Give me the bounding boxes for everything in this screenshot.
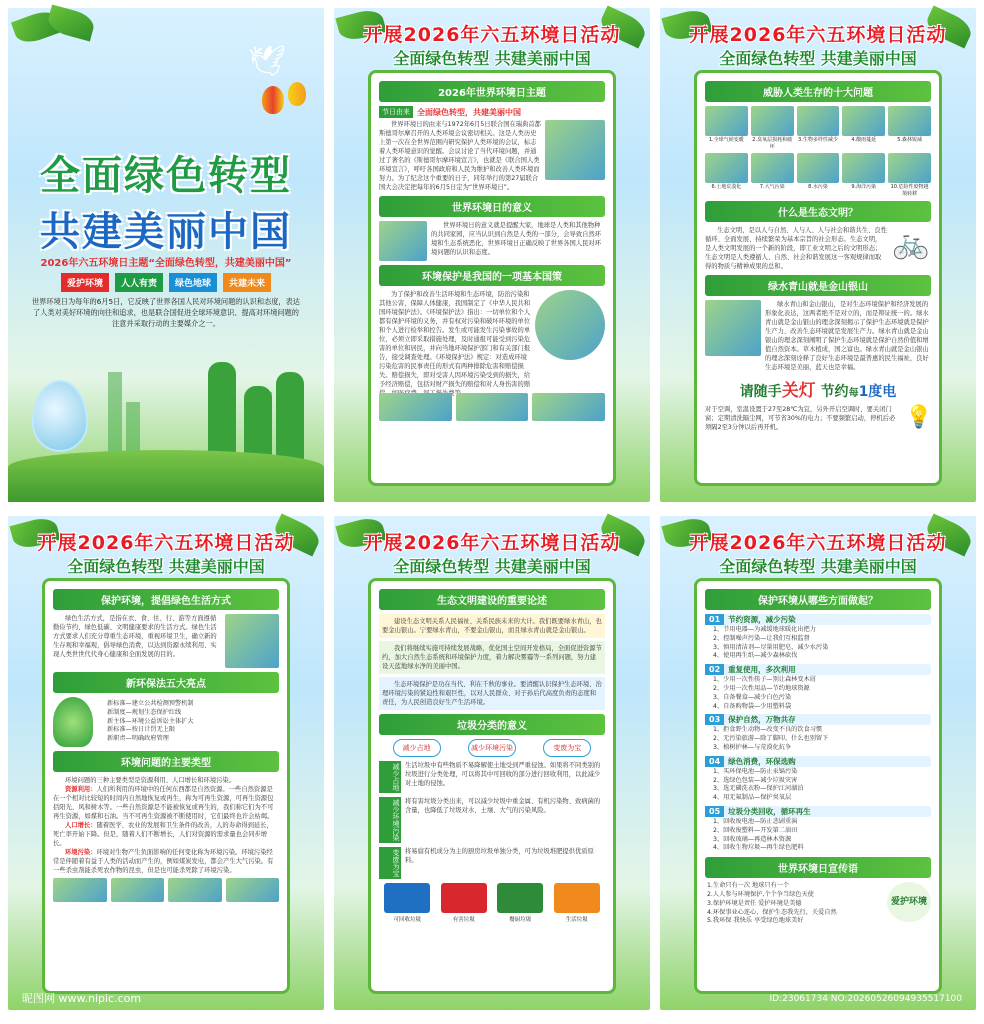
poster-header-title: 开展2026年六五环境日活动: [689, 532, 947, 554]
tag-row: [30, 273, 302, 292]
resource-label: 资源利用：: [65, 786, 97, 793]
discourse-para: 建设生态文明关系人民福祉、关系民族未来的大计。我们既要绿水青山，也要金山银山。宁要绿水青山，不要金山银山，而且绿水青山就是金山银山。: [379, 614, 605, 638]
action-item: 3、选无磷洗衣粉—保护江河湖泊: [713, 785, 804, 793]
poster-actions: [660, 516, 976, 1010]
reason-tab: 减少占地: [379, 761, 401, 793]
city-image: [532, 393, 605, 421]
action-group-header: [705, 806, 931, 817]
action-list: [705, 818, 931, 853]
origin-text: 世界环境日的由来与1972年6月5日联合国在瑞典首都斯德哥尔摩召开的人类环境会议密切相关。这是人类历史上第一次在全世界范围内研究保护人类环境的会议，标志着人类环境意识的觉醒。会议讨论了当代环境问题，并通过了著名的《斯德哥尔摩环境宣言》，也就是《联合国人类环境宣言》，呼吁各国政府和人民为维护和改善人类环境而努力。为了纪念这个重要的日子，同年举行的第27届联合国大会决定把每年的6月5日定为“世界环境日”。: [379, 121, 541, 191]
protect-environment-badge: 爱护环境: [887, 882, 931, 922]
action-item: 3、慎用清洁剂—尽量用肥皂，减少水污染: [713, 643, 829, 651]
cover-intro: 世界环境日为每年的6月5日，它反映了世界各国人民对环境问题的认识和态度，表达了人类对美好环境的向往和追求，也是联合国促进全球环境意识、提高对环境问题的注意并采取行动的主要媒介之一。: [32, 297, 300, 328]
pollution-paragraph: [53, 848, 279, 875]
action-item: 2、选绿色包装—减少垃圾灾害: [713, 776, 798, 784]
lightbulb-icon: 💡: [905, 405, 933, 430]
slogan-part: 请随手: [739, 384, 782, 400]
action-item: 2、控制噪声污染—让我们互相监督: [713, 634, 810, 642]
problems-grid: [705, 106, 931, 197]
group-number: 05: [705, 806, 724, 817]
problem-image: [797, 153, 840, 183]
reason-tab: 减少环境污染: [379, 797, 401, 843]
green-text: 绿水青山和金山银山，是对生态环境保护和经济发展的形象化表达，这两者绝不是对立的，而是辩证统一的。绿水青山就是金山银山的理念深刻揭示了保护生态环境就是保护生产力、改善生态环境就是发展生产力。绿水青山就是金山银山的理念深刻阐明了保护生态环境就是保护自然价值和增值自然资本。草木植成，国之富也。绿水青山就是金山银山的理念深刻诠释了良好生态环境是最普惠的民生福祉，良好生态环境是美丽，蓝天也是幸福。: [765, 301, 929, 371]
problem-label: 6.土地荒漠化: [711, 184, 742, 190]
cover-title-line2: 共建美丽中国: [40, 209, 292, 255]
action-item: 4、自备购物袋—少用塑料袋: [713, 702, 792, 710]
watermark-site: 昵图网 www.nipic.com: [22, 992, 142, 1005]
slogan-part: 1度电: [858, 384, 897, 400]
action-group-header: [705, 664, 931, 675]
volunteers-image: [535, 290, 605, 360]
group-number: 04: [705, 756, 724, 767]
water-drop-icon: [32, 380, 88, 452]
tag: 共建未来: [223, 273, 271, 292]
green-bulb-icon: [53, 697, 93, 747]
section-title: 世界环境日的意义: [379, 196, 605, 217]
cover-theme: 2026年六五环境日主题“全面绿色转型，共建美丽中国”: [40, 258, 292, 269]
action-item: 3、植树护林—与荒漠化抗争: [713, 743, 792, 751]
content-card: [42, 578, 290, 994]
scene-image: [226, 878, 280, 902]
poster-header-subtitle: 全面绿色转型 共建美丽中国: [67, 557, 265, 576]
content-card: [368, 578, 616, 994]
slogan-part: 每: [848, 388, 859, 399]
population-text: 随着医学、农业的发展和卫生条件的改善，人的寿命得到延长，死亡率开始下降。但是，随着人们不断增长，人们对资源的需求量也会同步增长。: [53, 822, 273, 847]
section-title: 保护环境，提倡绿色生活方式: [53, 589, 279, 610]
hazard-icon: [441, 883, 487, 913]
meaning-text: 世界环境日的意义就是提醒大家，地球是人类和其他物种的共同家园，应当认识到自然是人类的一部分，会导致自然环境和生态系统恶化，世界环境日正确反映了世界各国人民对环境问题的认识和态度。: [431, 222, 602, 256]
bin-label: 生活垃圾: [565, 917, 588, 923]
bin-recyclable: [384, 883, 430, 923]
power-saving-slogan: [705, 376, 931, 401]
problem-label: 8.水污染: [808, 184, 828, 190]
highlights-list: [99, 700, 194, 744]
group-title: 垃圾分类回收，循环再生: [728, 806, 811, 816]
origin-tag: 节日由来: [379, 106, 413, 118]
section-title: 生态文明建设的重要论述: [379, 589, 605, 610]
scene-image: [111, 878, 165, 902]
problem-image: [842, 106, 885, 136]
group-title: 节约资源，减少污染: [728, 615, 796, 624]
poster-header-title: 开展2026年六五环境日活动: [37, 532, 295, 554]
action-item: 2、少用一次性用品—节约地球资源: [713, 684, 810, 692]
action-item: 1、少用一次性筷子—别让森林变木屑: [713, 676, 816, 684]
watermark-left: [8, 988, 324, 1010]
problem-image: [751, 106, 794, 136]
action-group-header: [705, 614, 931, 625]
tag: 绿色地球: [169, 273, 217, 292]
tag: 爱护环境: [61, 273, 109, 292]
content-card: [694, 578, 942, 994]
bicycle-icon: 🚲: [892, 226, 930, 261]
poster-header-title: 开展2026年六五环境日活动: [689, 24, 947, 46]
highlight-item: 新主体—环境公益诉讼主体扩大: [107, 717, 194, 725]
bin-kitchen: [497, 883, 543, 923]
action-item: 3、自备餐盒—减少白色污染: [713, 693, 792, 701]
origin-theme: 全面绿色转型，共建美丽中国: [417, 107, 521, 117]
eco-text: 生态文明，是以人与自然、人与人、人与社会和谐共生、良性循环、全面发展、持续繁荣为基本宗旨的社会形态。生态文明，是人类文明发展的一个新的阶段，即工业文明之后的文明形态；生态文明是人类遵循人、自然、社会和谐发展这一客观规律而取得的物质与精神成果的总和。: [705, 227, 888, 270]
action-item: 2、回收废塑料—开发第二油田: [713, 826, 798, 834]
problem-label: 4.酸雨蔓延: [851, 137, 877, 143]
section-title: 环境保护是我国的一项基本国策: [379, 265, 605, 286]
section-title: 垃圾分类的意义: [379, 714, 605, 735]
balloon-icon: [288, 82, 306, 106]
action-item: 3、回收玻璃—再造林木资源: [713, 835, 792, 843]
cover-title-line1: 全面绿色转型: [40, 153, 292, 199]
birds-image: [379, 393, 452, 421]
watermark-right: [660, 988, 976, 1010]
resource-paragraph: [53, 785, 279, 821]
problem-image: [797, 106, 840, 136]
scene-image: [53, 878, 107, 902]
dove-icon: 🕊: [248, 44, 287, 79]
action-item: 2、无污染旅游—除了脚印，什么也别留下: [713, 735, 829, 743]
section-title: 绿水青山就是金山银山: [705, 275, 931, 296]
slogan-item: 1.生命只有一次 地球只有一个: [707, 882, 790, 890]
problem-image: [888, 153, 931, 183]
life-text: 绿色生活方式，是指在衣、食、住、行、游等方面遵循勤俭节约、绿色低碳、文明健康要求的生活方式。绿色生活方式要求人们充分尊重生态环境，重视环境卫生，确立新的生存观和幸福观，倡导绿色消费，以达到资源永续利用、实现人类世世代代身心健康和全面发展的目的。: [53, 615, 217, 658]
resource-text: 人们所利用的环境中的任何东西都是自然资源。一些自然资源是在一个相对比较短的时间内自然地恢复或再生，称为可再生资源，可再生资源包括阳光、风和树木等。一些自然资源是不能被恢复或再生的，我们称它们为不可再生资源，如煤和石油。当不可再生资源被不断使用时，它们最终也许会枯竭。: [53, 786, 274, 820]
group-title: 重复使用，多次利用: [728, 665, 796, 675]
food-icon: [497, 883, 543, 913]
ac-tip: 对于空调，室温设置于27至28℃为宜，另外开启空调时，要关闭门窗；定期清洗隔尘网，可节省30%的电力；不要频繁启动，停机后必须隔2至3分钟以后再开机。: [705, 406, 896, 431]
highlight-item: 新标准—建立公共检测预警机制: [107, 700, 194, 707]
poster-cover: [8, 8, 324, 502]
discourse-para: 我们将继续实施可持续发展战略，优化国土空间开发格局，全面促进资源节约，加大自然生态系统和环境保护力度，着力解决雾霾等一系列问题，努力建设天蓝地绿水净的美丽中国。: [379, 641, 605, 674]
bin-label: 有害垃圾: [452, 917, 475, 923]
group-number: 01: [705, 614, 724, 625]
problem-label: 5.森林锐减: [897, 137, 922, 143]
grass-ground: [8, 450, 324, 502]
action-item: 1、回收废电池—防止悲剧重演: [713, 817, 798, 825]
poster-header-title: 开展2026年六五环境日活动: [363, 24, 621, 46]
problem-label: 3.生物多样性减少: [798, 137, 838, 143]
group-title: 绿色消费，环保选购: [728, 756, 796, 766]
poster-header-subtitle: 全面绿色转型 共建美丽中国: [719, 49, 917, 68]
section-title: 2026年世界环境日主题: [379, 81, 605, 102]
bin-row: [379, 883, 605, 923]
recycle-icon: [384, 883, 430, 913]
action-item: 4、使用再生纸—减少森林砍伐: [713, 652, 798, 660]
action-group-header: [705, 714, 931, 725]
section-title: 什么是生态文明？: [705, 201, 931, 222]
poster-garbage-sorting: [334, 516, 650, 1010]
action-group-header: [705, 756, 931, 767]
poster-environment-day: [334, 8, 650, 502]
bin-hazardous: [441, 883, 487, 923]
problem-image: [705, 106, 748, 136]
slogan-part: 节约: [820, 384, 849, 400]
highlight-item: 新职责—明确政府管理: [107, 735, 169, 743]
tree-planting-image: [379, 221, 427, 261]
problem-label: 1.全球气候变暖: [709, 137, 744, 143]
fields-image: [456, 393, 529, 421]
bin-label: 餐厨垃圾: [509, 917, 532, 923]
section-title: 保护环境从哪些方面做起？: [705, 589, 931, 610]
sorting-reason: [379, 761, 605, 793]
mountain-image: [705, 300, 761, 356]
cycling-image: [225, 614, 279, 668]
highlight-item: 新标准—按日计罚无上限: [107, 726, 176, 734]
watermark-id: ID:23061734 NO:20260526094935517100: [769, 994, 962, 1004]
problem-label: 9.海洋污染: [851, 184, 877, 190]
poster-header-subtitle: 全面绿色转型 共建美丽中国: [719, 557, 917, 576]
sorting-goals: [379, 739, 605, 757]
discourse-para: 生态环境保护是功在当代、利在千秋的事业。要清醒认识保护生态环境、治理环境污染的紧迫性和艰巨性，以对人民群众、对子孙后代高度负责的态度和责任，为人民创造良好生产生活环境。: [379, 677, 605, 710]
leaf-decoration: [45, 4, 96, 41]
problem-label: 2.臭氧层损耗和破坏: [752, 137, 793, 150]
goal-bubble: 变废为宝: [543, 739, 591, 757]
pollution-text: 环境对生物产生负面影响的任何变化称为环境污染。环境污染经常是伴随着有益于人类的活动而产生的，例如煤炭发电，都会产生大气污染。有一些杀虫剂能杀死农作物的昆虫，但是也可能杀死除了环境污染。: [53, 849, 274, 874]
slogan-item: 3.保护环境是责任 爱护环境是美德: [707, 899, 802, 907]
group-number: 02: [705, 664, 724, 675]
poster-green-life: [8, 516, 324, 1010]
section-title: 环境问题的主要类型: [53, 751, 279, 772]
problem-image: [842, 153, 885, 183]
content-card: [368, 70, 616, 486]
population-paragraph: [53, 821, 279, 848]
pollution-label: 环境污染：: [65, 849, 97, 856]
action-list: [705, 676, 931, 711]
bin-other: [554, 883, 600, 923]
sorting-reason: [379, 847, 605, 879]
section-title: 新环保法五大亮点: [53, 672, 279, 693]
policy-text: 为了保护和改善生活环境和生态环境，防治污染和其他公害，保障人体健康，我国制定了《中华人民共和国环境保护法》。《环境保护法》指出：一切单位和个人都有保护环境的义务，并有权对污染和破坏环境的单位和个人进行检举和控告。发生或可能发生污染事故的单位，必须立即采取措施处理，及时通报可能受到污染危害的单位和居民，并向当地环境保护部门和有关部门报告，接受调查处理。《环境保护法》规定：对造成环境污染危害的民事责任的形式有两种排除危害和赔偿损失。赔偿损失，即对受害人因环境污染受到的损失，给予经济赔偿，包括对财产损失的赔偿和对人身伤害的赔: [379, 291, 531, 388]
reason-text: 将有害垃圾分类出来，可以减少垃圾中重金属、有机污染物、致病菌的含量，也降低了垃圾对水、土壤、大气的污染风险。: [405, 798, 601, 814]
slogan-item: 2.人人参与环境保护,个个争当绿色天使: [707, 890, 814, 898]
action-item: 4、回收生物垃圾—再生绿色肥料: [713, 844, 804, 852]
action-list: [705, 768, 931, 803]
problem-image: [888, 106, 931, 136]
earth-image: [545, 120, 605, 180]
action-item: 4、用无氟制品—保护臭氧层: [713, 794, 792, 802]
tag: 人人有责: [115, 273, 163, 292]
group-title: 保护自然，万物共存: [728, 715, 796, 725]
action-item: 1、买环保电池—防止汞镉污染: [713, 767, 798, 775]
reason-tab: 变废为宝: [379, 847, 401, 879]
goal-bubble: 减少占地: [393, 739, 441, 757]
poster-ecology: [660, 8, 976, 502]
problem-image: [751, 153, 794, 183]
group-number: 03: [705, 714, 724, 725]
reason-text: 将易腐有机成分为主的厨房垃圾单独分类，可为垃圾堆肥提供优质原料。: [405, 848, 594, 864]
section-title: 世界环境日宣传语: [705, 857, 931, 878]
poster-header-title: 开展2026年六五环境日活动: [363, 532, 621, 554]
type-intro: 环境问题的三种主要类型是资源利用、人口增长和环境污染。: [65, 777, 236, 784]
poster-header-subtitle: 全面绿色转型 共建美丽中国: [393, 557, 591, 576]
poster-header-subtitle: 全面绿色转型 共建美丽中国: [393, 49, 591, 68]
other-waste-icon: [554, 883, 600, 913]
highlight-item: 新制度—规划生态保护红线: [107, 708, 182, 716]
slogan-list: [705, 882, 883, 926]
content-card: [694, 70, 942, 486]
bin-label: 可回收垃圾: [393, 917, 421, 923]
slogan-item: 5.我环保 我快乐 享受绿色地球美好: [707, 917, 804, 925]
section-title: 威胁人类生存的十大问题: [705, 81, 931, 102]
goal-bubble: 减少环境污染: [468, 739, 516, 757]
slogan-item: 4.环保事业心连心，保护生态我先行，关爱自然: [707, 908, 837, 916]
problem-label: 7.大气污染: [759, 184, 785, 190]
problem-label: 10.危险性废物越境转移: [890, 184, 929, 197]
population-label: 人口增长：: [65, 822, 97, 829]
scene-image: [168, 878, 222, 902]
balloon-icon: [262, 86, 284, 114]
action-list: [705, 626, 931, 661]
action-list: [705, 726, 931, 752]
action-item: 1、拒食野生动物—改变不良的饮食习惯: [713, 726, 823, 734]
reason-text: 生活垃圾中有些物质不易降解使土地受到严重侵蚀。如果将不同类别的垃圾进行分类处理，可以将其中可回收的部分进行回收利用，以此减少对土地的侵蚀。: [405, 762, 601, 787]
problem-image: [705, 153, 748, 183]
action-item: 1、节用电器—为减缓地球暖化出把力: [713, 626, 816, 633]
slogan-part: 关灯: [781, 381, 816, 401]
sorting-reason: [379, 797, 605, 843]
